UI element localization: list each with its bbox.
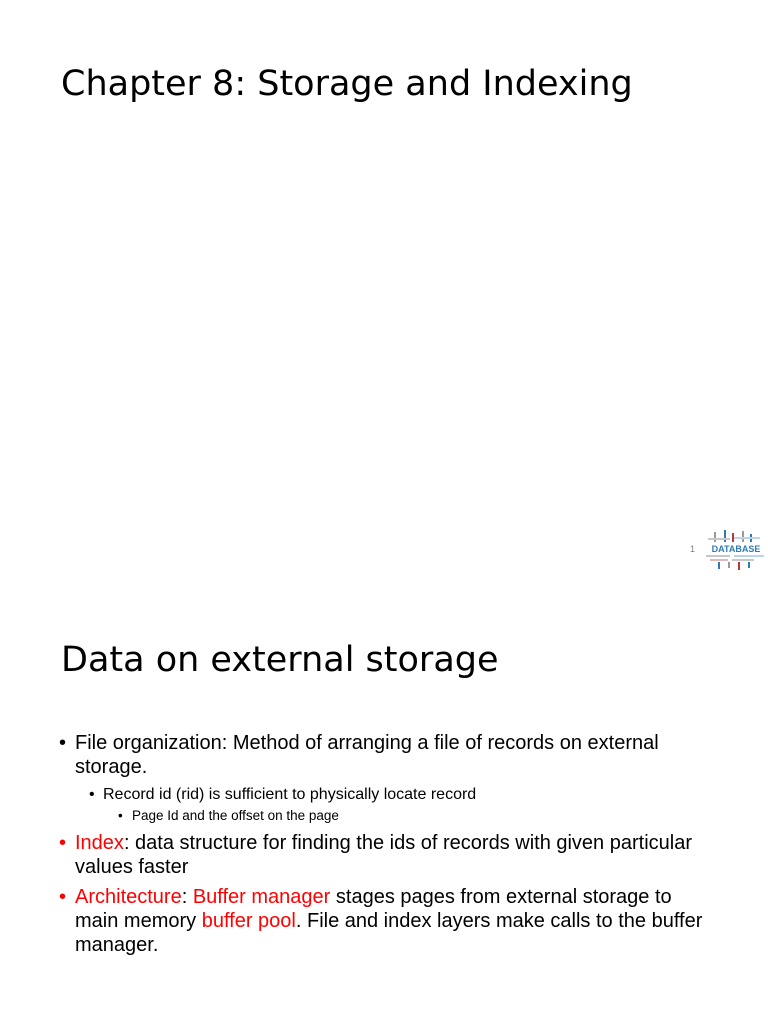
index-term: Index (75, 832, 124, 854)
bullet-page-id: • Page Id and the offset on the page (118, 807, 718, 825)
page-number: 1 (690, 544, 696, 554)
database-word-cloud-icon (704, 528, 768, 570)
slide-2-title: Data on external storage (61, 640, 499, 680)
architecture-separator: : (181, 886, 193, 908)
bullet-record-id: • Record id (rid) is sufficient to physically locate record (89, 785, 718, 805)
slide-2 (0, 590, 768, 1024)
slide-1-title: Chapter 8: Storage and Indexing (61, 64, 633, 104)
architecture-middle-text: stages pages from external storage to main memory (75, 886, 672, 932)
architecture-end-text: . File and index layers make calls to the buffer manager. (75, 910, 703, 956)
bullet-architecture (58, 885, 718, 957)
buffer-manager-term: Buffer manager (192, 886, 331, 908)
buffer-pool-term: buffer pool (201, 910, 296, 932)
index-description: : data structure for finding the ids of records with given particular values faster (75, 832, 692, 878)
logo-text: DATABASE (711, 544, 761, 554)
bullet-list (58, 731, 718, 963)
architecture-term: Architecture (75, 886, 182, 908)
bullet-index (58, 831, 718, 879)
bullet-file-organization: • File organization: Method of arranging a file of records on external storage. (58, 731, 718, 779)
